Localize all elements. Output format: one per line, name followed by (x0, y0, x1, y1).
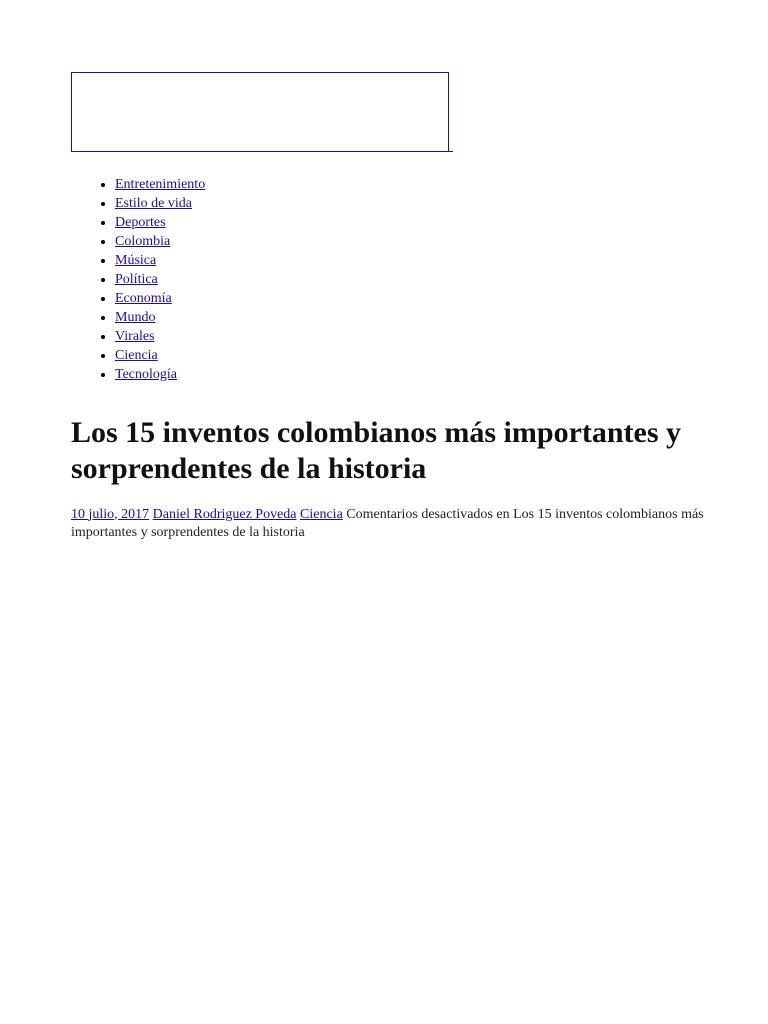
nav-item-estilo-de-vida (115, 195, 761, 214)
main-navigation (71, 176, 761, 385)
nav-link-deportes[interactable]: Deportes (115, 214, 166, 230)
nav-link-politica[interactable]: Política (115, 271, 158, 287)
nav-link-economia[interactable]: Economía (115, 290, 172, 306)
nav-item-mundo (115, 309, 761, 328)
nav-item-politica (115, 271, 761, 290)
nav-item-tecnologia (115, 366, 761, 385)
nav-link-estilo-de-vida[interactable]: Estilo de vida (115, 195, 192, 211)
nav-link-ciencia[interactable]: Ciencia (115, 347, 158, 363)
nav-link-colombia[interactable]: Colombia (115, 233, 171, 249)
nav-item-colombia (115, 233, 761, 252)
comments-disabled-text: Comentarios desactivados en Los 15 inventos colombianos más importantes y sorprendentes de la historia (71, 506, 704, 540)
article-category-link[interactable]: Ciencia (300, 506, 343, 522)
nav-link-mundo[interactable]: Mundo (115, 309, 156, 325)
nav-item-deportes (115, 214, 761, 233)
site-logo-link[interactable] (71, 72, 453, 152)
article-title: Los 15 inventos colombianos más importantes y sorprendentes de la historia (71, 415, 682, 485)
nav-link-virales[interactable]: Virales (115, 328, 155, 344)
site-logo-image[interactable] (71, 72, 449, 152)
nav-item-economia (115, 290, 761, 309)
logo-link-trailing-underline (449, 150, 453, 152)
article-date-link[interactable]: 10 julio, 2017 (71, 506, 150, 522)
nav-item-entretenimiento (115, 176, 761, 195)
nav-link-tecnologia[interactable]: Tecnología (115, 366, 177, 382)
nav-item-virales (115, 328, 761, 347)
nav-item-ciencia (115, 347, 761, 366)
nav-link-entretenimiento[interactable]: Entretenimiento (115, 176, 206, 192)
article-author-link[interactable]: Daniel Rodriguez Poveda (152, 506, 297, 522)
nav-link-musica[interactable]: Música (115, 252, 157, 268)
nav-item-musica (115, 252, 761, 271)
article-meta (71, 506, 731, 543)
nav-list (71, 176, 761, 385)
